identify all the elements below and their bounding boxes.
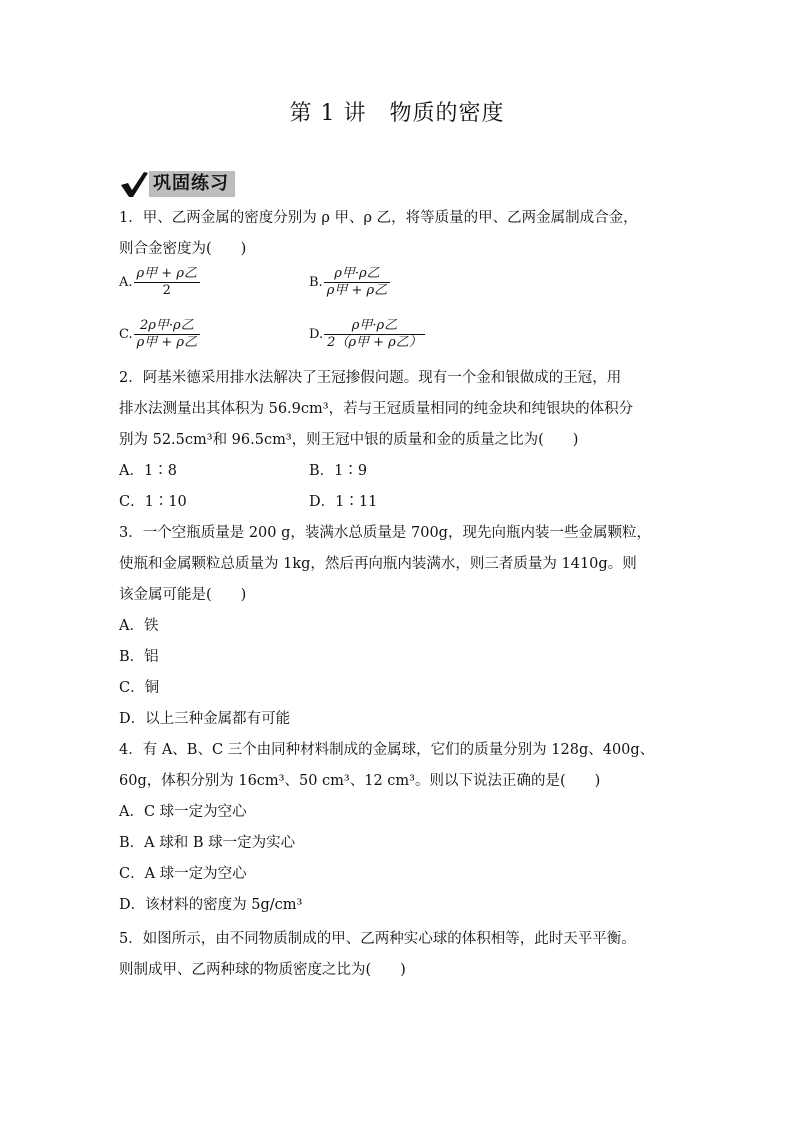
q5-line-1: 5．如图所示，由不同物质制成的甲、乙两种实心球的体积相等，此时天平平衡。 <box>119 931 636 947</box>
option-letter: C. <box>119 327 133 342</box>
option-letter: A. <box>119 275 133 290</box>
option-letter: D. <box>309 327 324 342</box>
fraction-denominator: ρ甲 + ρ乙 <box>326 283 388 298</box>
q4-option-b: B．A 球和 B 球一定为实心 <box>119 835 296 851</box>
q4-line-2: 60g，体积分别为 16cm³、50 cm³、12 cm³。则以下说法正确的是( ) <box>119 773 601 789</box>
q3-option-c: C．铜 <box>119 680 160 696</box>
fraction-numerator: 2ρ甲·ρ乙 <box>140 318 194 333</box>
q2-option-c: C．1∶10 <box>119 494 187 510</box>
q2-option-d: D．1∶11 <box>309 494 378 510</box>
q2-line-2: 排水法测量出其体积为 56.9cm³，若与王冠质量相同的纯金块和纯银块的体积分 <box>119 401 634 417</box>
fraction-denominator: ρ甲 + ρ乙 <box>136 335 198 350</box>
q1-option-a <box>119 266 200 299</box>
fraction-numerator: ρ甲·ρ乙 <box>334 266 380 281</box>
q5-line-2: 则制成甲、乙两种球的物质密度之比为( ) <box>119 962 406 978</box>
q3-line-1: 3．一个空瓶质量是 200 g，装满水总质量是 700g，现先向瓶内装一些金属颗粒， <box>119 525 651 541</box>
q4-line-1: 4．有 A、B、C 三个由同种材料制成的金属球，它们的质量分别为 128g、400g、 <box>119 742 655 758</box>
q4-option-c: C．A 球一定为空心 <box>119 866 247 882</box>
section-header <box>119 170 235 198</box>
fraction-denominator: 2 <box>162 283 171 298</box>
q1-line-2: 则合金密度为( ) <box>119 241 247 257</box>
checkmark-icon <box>119 170 149 198</box>
q4-option-d: D．该材料的密度为 5g/cm³ <box>119 897 303 913</box>
fraction-denominator: 2（ρ甲 + ρ乙） <box>327 335 422 350</box>
q1-line-1: 1．甲、乙两金属的密度分别为 ρ 甲、ρ 乙，将等质量的甲、乙两金属制成合金， <box>119 210 638 226</box>
q2-option-a: A．1∶8 <box>119 463 177 479</box>
q2-option-b: B．1∶9 <box>309 463 368 479</box>
q3-option-b: B．铝 <box>119 649 159 665</box>
q1-option-c <box>119 318 200 351</box>
section-label: 巩固练习 <box>149 171 235 197</box>
fraction-numerator: ρ甲·ρ乙 <box>351 318 398 333</box>
q1-option-d <box>309 318 425 351</box>
q3-option-d: D．以上三种金属都有可能 <box>119 711 291 727</box>
q1-option-b <box>309 266 390 299</box>
q3-option-a: A．铁 <box>119 618 159 634</box>
option-letter: B. <box>309 275 323 290</box>
q2-line-1: 2．阿基米德采用排水法解决了王冠掺假问题。现有一个金和银做成的王冠，用 <box>119 370 622 386</box>
q2-line-3: 别为 52.5cm³和 96.5cm³，则王冠中银的质量和金的质量之比为( ) <box>119 432 579 448</box>
q3-line-2: 使瓶和金属颗粒总质量为 1kg，然后再向瓶内装满水，则三者质量为 1410g。则 <box>119 556 637 572</box>
fraction-numerator: ρ甲 + ρ乙 <box>136 266 197 281</box>
q3-line-3: 该金属可能是( ) <box>119 587 247 603</box>
page-title: 第 1 讲 物质的密度 <box>289 101 505 126</box>
q4-option-a: A．C 球一定为空心 <box>119 804 247 820</box>
